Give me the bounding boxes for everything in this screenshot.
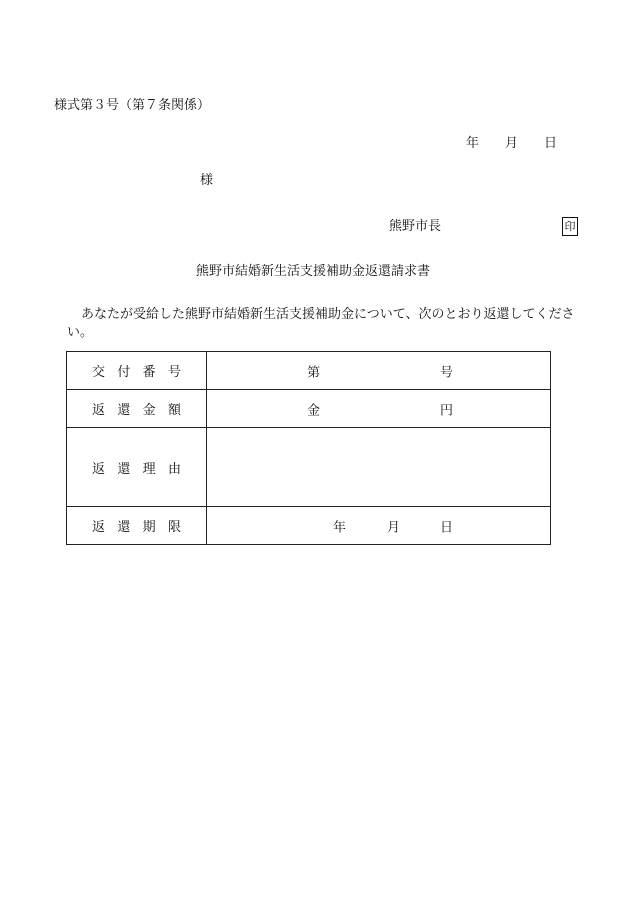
seal-mark: 印: [562, 217, 578, 236]
grant-number-prefix: 第: [307, 365, 321, 380]
date-month: 月: [505, 136, 519, 151]
value-return-deadline: [207, 507, 551, 545]
value-grant-number: [207, 352, 551, 390]
table-row-return-reason: [67, 428, 551, 507]
deadline-day: 日: [440, 520, 454, 535]
label-return-deadline: 返還期限: [67, 507, 207, 545]
issuer-name: 熊野市長: [389, 219, 442, 234]
label-return-amount: 返還金額: [67, 390, 207, 428]
table-row-grant-number: [67, 352, 551, 390]
deadline-month: 月: [387, 520, 401, 535]
document-title: 熊野市結婚新生活支援補助金返還請求書: [196, 264, 431, 279]
amount-prefix: 金: [307, 403, 321, 418]
table-row-return-deadline: [67, 507, 551, 545]
value-return-amount: [207, 390, 551, 428]
return-details-table: [66, 351, 551, 545]
issue-date: [466, 136, 557, 152]
deadline-year: 年: [333, 520, 347, 535]
grant-number-suffix: 号: [440, 365, 454, 380]
value-return-reason: [207, 428, 551, 507]
table-row-return-amount: [67, 390, 551, 428]
body-text: あなたが受給した熊野市結婚新生活支援補助金について、次のとおり返還してください。: [67, 307, 575, 340]
amount-unit: 円: [440, 403, 454, 418]
date-year: 年: [466, 136, 480, 151]
addressee-suffix: 様: [200, 173, 214, 188]
form-number: 様式第３号（第７条関係）: [54, 98, 211, 113]
date-day: 日: [544, 136, 558, 151]
label-return-reason: 返還理由: [67, 428, 207, 507]
label-grant-number: 交付番号: [67, 352, 207, 390]
